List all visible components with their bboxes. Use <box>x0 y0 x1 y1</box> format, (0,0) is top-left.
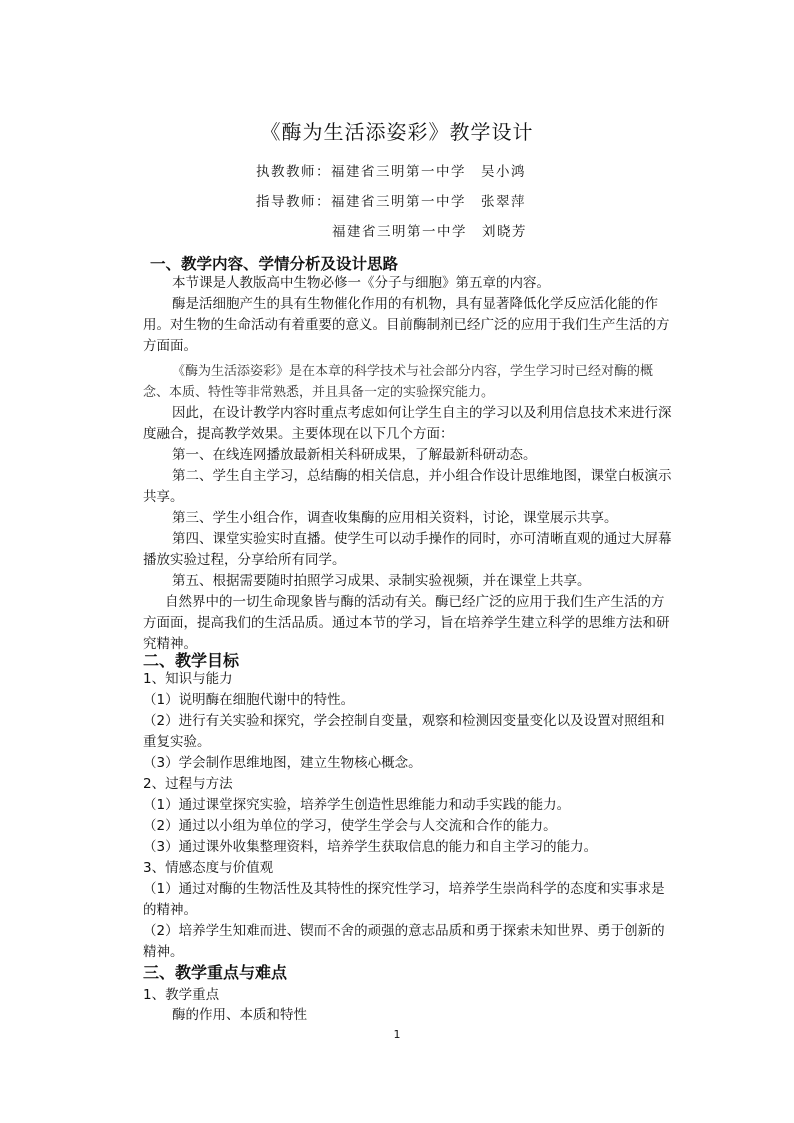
paragraph: 第五、根据需要随时拍照学习成果、录制实验视频，并在课堂上共享。 <box>172 573 591 589</box>
paragraph: 本节课是人教版高中生物必修一《分子与细胞》第五章的内容。 <box>172 275 550 291</box>
goal-group-label: 3、情感态度与价值观 <box>143 860 274 876</box>
paragraph: 自然界中的一切生命现象皆与酶的活动有关。酶已经广泛的应用于我们生产生活的方方面面，提高我们的生活品质。通过本节的学习，旨在培养学生建立科学的思维方法和研究精神。 <box>143 594 670 652</box>
section3-label: 1、教学重点 <box>143 987 220 1003</box>
paragraph: 酶是活细胞产生的具有生物催化作用的有机物，具有显著降低化学反应活化能的作用。对生物的生命活动有着重要的意义。目前酶制剂已经广泛的应用于我们生产生活的方方面面。 <box>143 296 670 354</box>
page-number: 1 <box>393 1028 401 1041</box>
goal-item: （2）培养学生知难而进、锲而不舍的顽强的意志品质和勇于探索未知世界、勇于创新的精神。 <box>143 923 665 960</box>
paragraph: 第三、学生小组合作，调查收集酶的应用相关资料，讨论，课堂展示共享。 <box>172 510 618 526</box>
credit-advisor-1: 指导教师：福建省三明第一中学 张翠萍 <box>256 194 526 210</box>
section3-heading: 三、教学重点与难点 <box>143 963 288 982</box>
section1-body <box>143 273 673 655</box>
section1-heading: 一、教学内容、学情分析及设计思路 <box>150 255 399 273</box>
goal-item: （1）通过对酶的生物活性及其特性的探究性学习，培养学生崇尚科学的态度和实事求是的精神。 <box>143 881 665 918</box>
paragraph: 第一、在线连网播放最新相关科研成果，了解最新科研动态。 <box>172 447 537 463</box>
paragraph: 第二、学生自主学习，总结酶的相关信息，并小组合作设计思维地图，课堂白板演示共享。 <box>143 468 672 505</box>
credit-teacher: 执教教师：福建省三明第一中学 吴小鸿 <box>256 164 526 180</box>
section3-text: 酶的作用、本质和特性 <box>172 1007 307 1023</box>
goal-group-label: 2、过程与方法 <box>143 776 233 792</box>
paragraph: 因此，在设计教学内容时重点考虑如何让学生自主的学习以及利用信息技术来进行深度融合，提高教学效果。主要体现在以下几个方面： <box>143 405 672 442</box>
goal-item: （2）通过以小组为单位的学习，使学生学会与人交流和合作的能力。 <box>143 818 557 834</box>
goal-item: （3）通过课外收集整理资料，培养学生获取信息的能力和自主学习的能力。 <box>143 839 598 855</box>
section2-heading: 二、教学目标 <box>143 651 240 670</box>
goal-item: （1）说明酶在细胞代谢中的特性。 <box>143 692 355 708</box>
section2-body <box>143 669 673 963</box>
document-title: 《酶为生活添姿彩》教学设计 <box>260 120 534 144</box>
paragraph: 《酶为生活添姿彩》是在本章的科学技术与社会部分内容，学生学习时已经对酶的概念、本质、特性等非常熟悉，并且具备一定的实验探究能力。 <box>143 364 654 400</box>
credit-advisor-2: 福建省三明第一中学 刘晓芳 <box>332 224 527 240</box>
goal-item: （3）学会制作思维地图，建立生物核心概念。 <box>143 755 422 771</box>
goal-item: （1）通过课堂探究实验，培养学生创造性思维能力和动手实践的能力。 <box>143 797 571 813</box>
goal-group-label: 1、知识与能力 <box>143 671 233 687</box>
paragraph: 第四、课堂实验实时直播。使学生可以动手操作的同时，亦可清晰直观的通过大屏幕播放实验过程，分享给所有同学。 <box>143 531 672 568</box>
goal-item: （2）进行有关实验和探究，学会控制自变量，观察和检测因变量变化以及设置对照组和重复实验。 <box>143 713 665 750</box>
